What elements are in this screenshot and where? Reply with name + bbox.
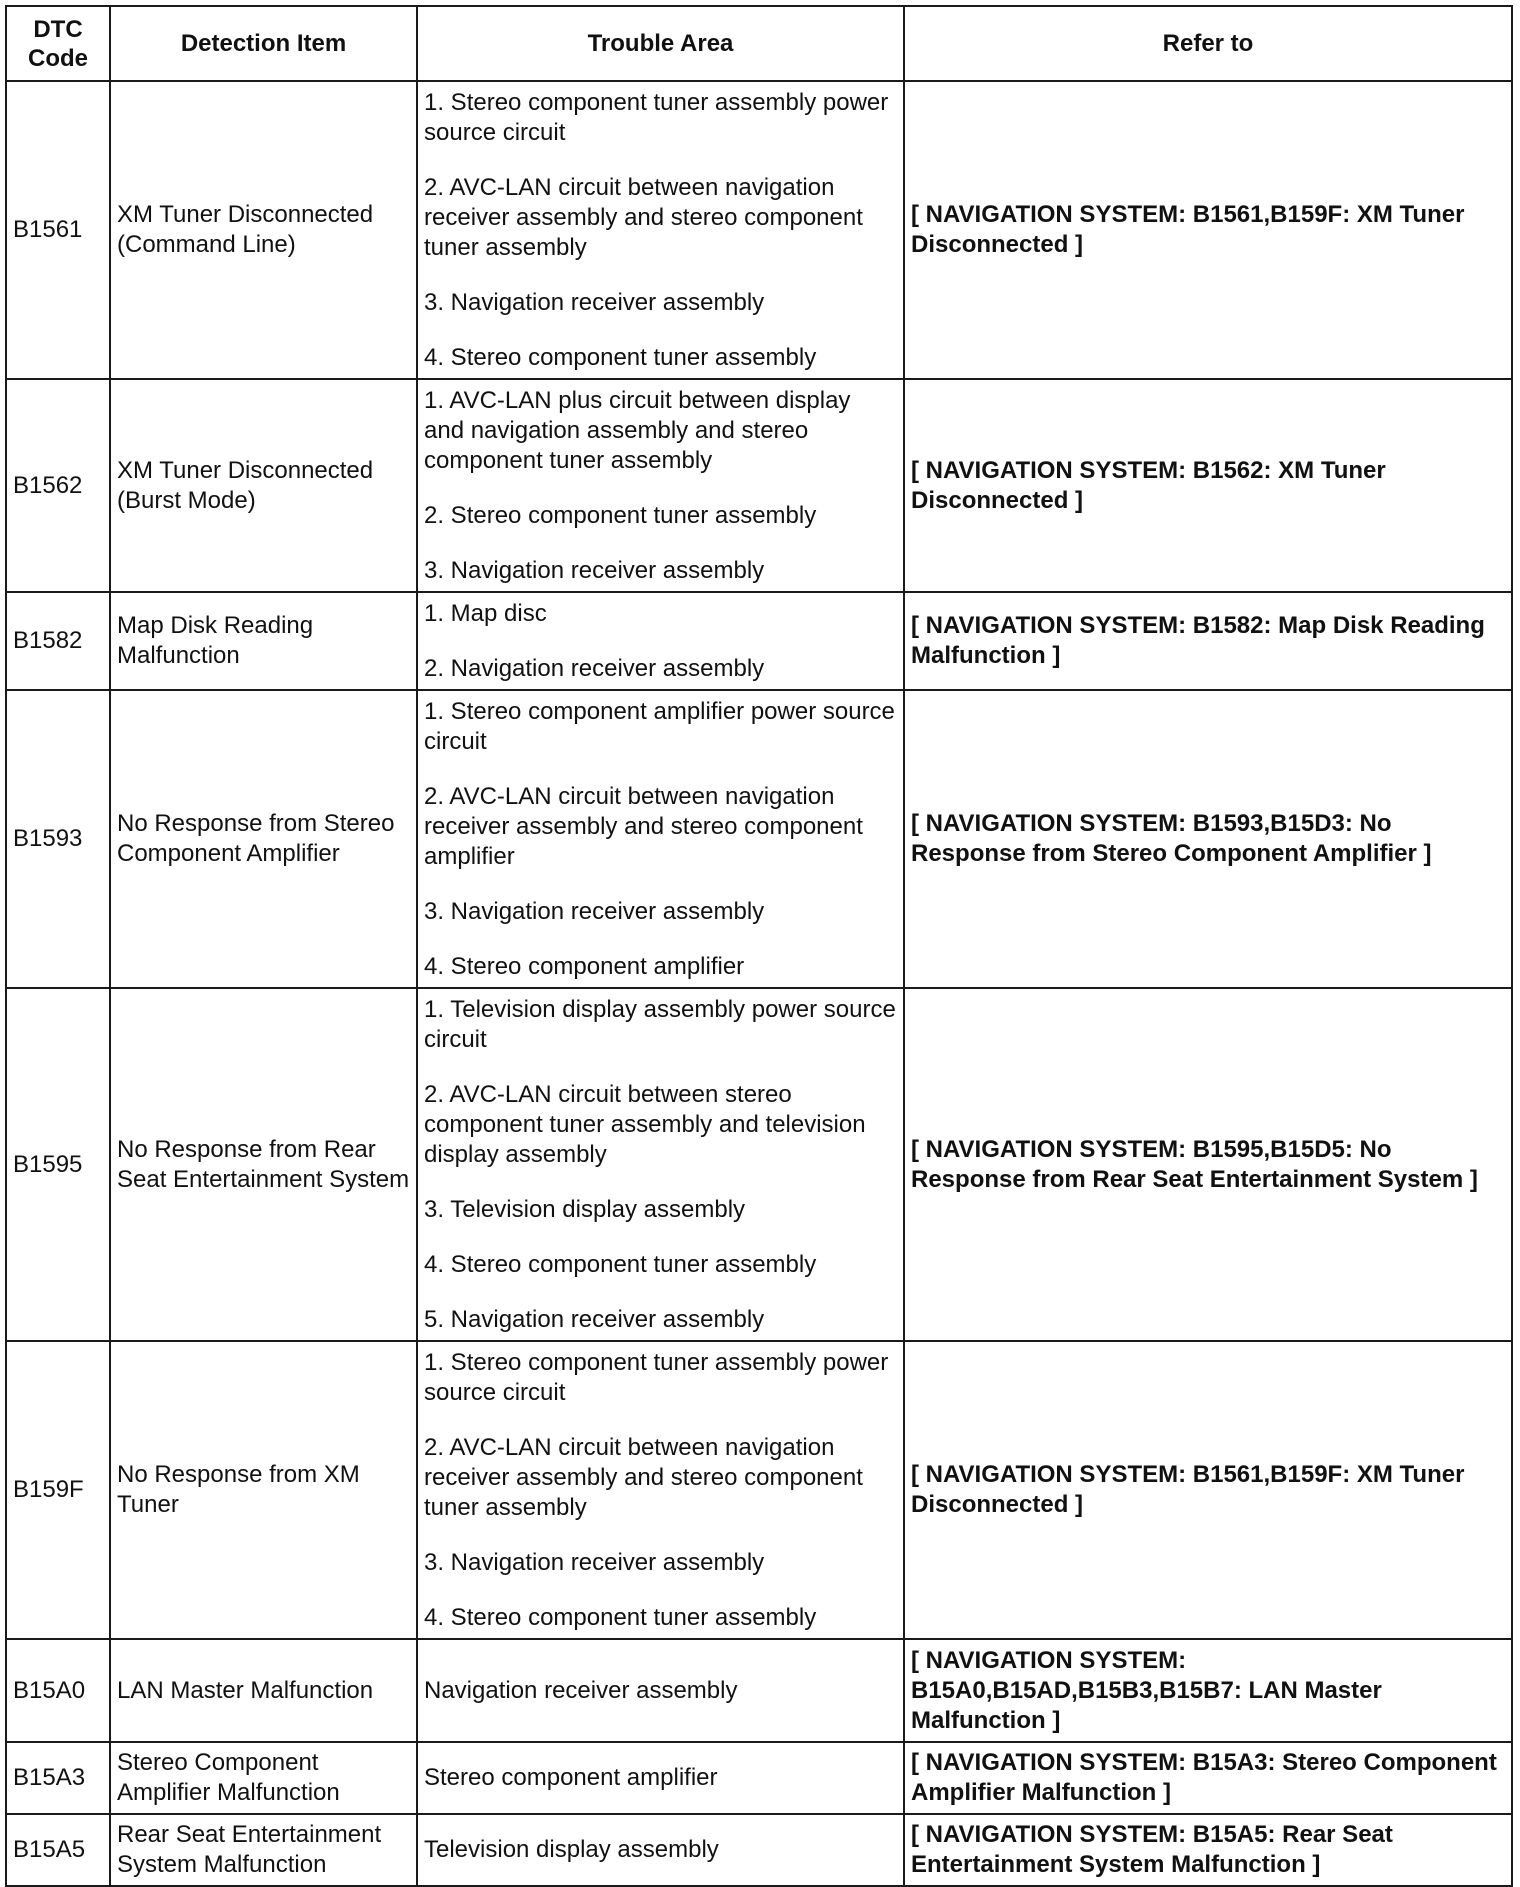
trouble-area-item: 2. AVC-LAN circuit between navigation receiver assembly and stereo component tuner assembly (424, 173, 863, 261)
trouble-area-item: 3. Television display assembly (424, 1195, 746, 1223)
refer-to-link[interactable]: [ NAVIGATION SYSTEM: B15A5: Rear Seat Entertainment System Malfunction ] (904, 1814, 1512, 1886)
refer-to-link[interactable]: [ NAVIGATION SYSTEM: B1582: Map Disk Reading Malfunction ] (904, 592, 1512, 690)
dtc-code-cell: B1593 (6, 690, 110, 988)
trouble-area-item: 5. Navigation receiver assembly (424, 1305, 765, 1333)
trouble-area-list (424, 599, 897, 684)
trouble-area-cell: Stereo component amplifier (417, 1742, 904, 1814)
detection-item-cell: No Response from Stereo Component Amplifier (110, 690, 417, 988)
header-dtc-code: DTC Code (6, 6, 110, 81)
trouble-area-item: 4. Stereo component tuner assembly (424, 1250, 817, 1278)
refer-to-link[interactable]: [ NAVIGATION SYSTEM: B1593,B15D3: No Response from Stereo Component Amplifier ] (904, 690, 1512, 988)
trouble-area-item: 3. Navigation receiver assembly (424, 556, 765, 584)
trouble-area-item: 2. Stereo component tuner assembly (424, 501, 817, 529)
trouble-area-list (424, 386, 897, 586)
refer-to-link[interactable]: [ NAVIGATION SYSTEM: B1562: XM Tuner Disconnected ] (904, 379, 1512, 592)
trouble-area-item: 4. Stereo component amplifier (424, 952, 745, 980)
detection-item-cell: LAN Master Malfunction (110, 1639, 417, 1742)
table-row (6, 690, 1512, 988)
table-row (6, 592, 1512, 690)
trouble-area-item: 1. Television display assembly power source circuit (424, 995, 896, 1053)
trouble-area-item: 2. AVC-LAN circuit between navigation receiver assembly and stereo component amplifier (424, 782, 863, 870)
trouble-area-item: 2. Navigation receiver assembly (424, 654, 765, 682)
trouble-area-item: 1. AVC-LAN plus circuit between display and navigation assembly and stereo component tuner assembly (424, 386, 851, 474)
trouble-area-item: 1. Stereo component amplifier power source circuit (424, 697, 895, 755)
trouble-area-item: 4. Stereo component tuner assembly (424, 1603, 817, 1631)
detection-item-cell: XM Tuner Disconnected (Burst Mode) (110, 379, 417, 592)
dtc-code-cell: B15A5 (6, 1814, 110, 1886)
trouble-area-item: 1. Map disc (424, 599, 547, 627)
dtc-code-cell: B1562 (6, 379, 110, 592)
trouble-area-item: 3. Navigation receiver assembly (424, 288, 765, 316)
refer-to-link[interactable]: [ NAVIGATION SYSTEM: B1561,B159F: XM Tuner Disconnected ] (904, 1341, 1512, 1639)
trouble-area-item: 3. Navigation receiver assembly (424, 897, 765, 925)
trouble-area-list (424, 995, 897, 1335)
trouble-area-cell: Navigation receiver assembly (417, 1639, 904, 1742)
table-row (6, 1341, 1512, 1639)
detection-item-cell: XM Tuner Disconnected (Command Line) (110, 81, 417, 379)
dtc-code-cell: B1595 (6, 988, 110, 1341)
trouble-area-item: 2. AVC-LAN circuit between stereo component tuner assembly and television display assembly (424, 1080, 866, 1168)
detection-item-cell: Rear Seat Entertainment System Malfunction (110, 1814, 417, 1886)
trouble-area-list (424, 88, 897, 373)
detection-item-cell: No Response from XM Tuner (110, 1341, 417, 1639)
refer-to-link[interactable]: [ NAVIGATION SYSTEM: B15A0,B15AD,B15B3,B15B7: LAN Master Malfunction ] (904, 1639, 1512, 1742)
table-row (6, 988, 1512, 1341)
header-trouble-area: Trouble Area (417, 6, 904, 81)
trouble-area-item: 1. Stereo component tuner assembly power source circuit (424, 1348, 889, 1406)
detection-item-cell: Map Disk Reading Malfunction (110, 592, 417, 690)
header-detection-item: Detection Item (110, 6, 417, 81)
refer-to-link[interactable]: [ NAVIGATION SYSTEM: B1561,B159F: XM Tuner Disconnected ] (904, 81, 1512, 379)
trouble-area-cell: Television display assembly (417, 1814, 904, 1886)
trouble-area-cell (417, 81, 904, 379)
trouble-area-cell (417, 1341, 904, 1639)
dtc-code-cell: B15A0 (6, 1639, 110, 1742)
trouble-area-list (424, 697, 897, 982)
dtc-code-cell: B1561 (6, 81, 110, 379)
trouble-area-cell (417, 988, 904, 1341)
refer-to-link[interactable]: [ NAVIGATION SYSTEM: B1595,B15D5: No Response from Rear Seat Entertainment System ] (904, 988, 1512, 1341)
trouble-area-cell (417, 690, 904, 988)
dtc-code-cell: B1582 (6, 592, 110, 690)
trouble-area-item: 1. Stereo component tuner assembly power source circuit (424, 88, 889, 146)
detection-item-cell: No Response from Rear Seat Entertainment System (110, 988, 417, 1341)
table-row (6, 1742, 1512, 1814)
trouble-area-cell (417, 592, 904, 690)
trouble-area-item: 2. AVC-LAN circuit between navigation receiver assembly and stereo component tuner assembly (424, 1433, 863, 1521)
table-row (6, 379, 1512, 592)
table-row (6, 1639, 1512, 1742)
dtc-code-cell: B15A3 (6, 1742, 110, 1814)
dtc-code-cell: B159F (6, 1341, 110, 1639)
table-row (6, 1814, 1512, 1886)
detection-item-cell: Stereo Component Amplifier Malfunction (110, 1742, 417, 1814)
trouble-area-item: 4. Stereo component tuner assembly (424, 343, 817, 371)
refer-to-link[interactable]: [ NAVIGATION SYSTEM: B15A3: Stereo Component Amplifier Malfunction ] (904, 1742, 1512, 1814)
dtc-table (5, 5, 1513, 1887)
trouble-area-cell (417, 379, 904, 592)
trouble-area-list (424, 1348, 897, 1633)
trouble-area-item: 3. Navigation receiver assembly (424, 1548, 765, 1576)
header-row (6, 6, 1512, 81)
table-row (6, 81, 1512, 379)
header-refer-to: Refer to (904, 6, 1512, 81)
